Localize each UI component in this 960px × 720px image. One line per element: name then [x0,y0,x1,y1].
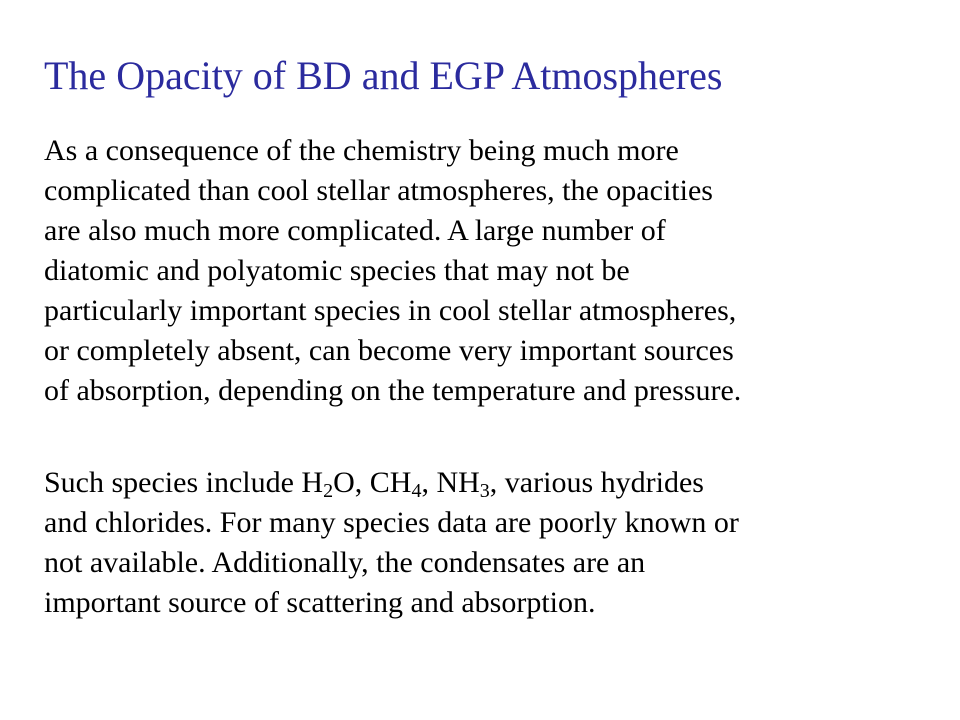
slide-title: The Opacity of BD and EGP Atmospheres [44,53,723,98]
paragraph-line: not available. Additionally, the condensates are an [44,546,646,579]
ch4-subscript: 4 [411,480,422,502]
species-lead: Such species include H [44,466,324,499]
species-line [44,463,739,503]
paragraph-species [44,463,739,623]
paragraph-line: particularly important species in cool stellar atmospheres, [44,294,737,327]
paragraph-line: complicated than cool stellar atmospheres, the opacities [44,174,713,207]
nh3-subscript: 3 [479,480,490,502]
paragraph-line: and chlorides. For many species data are poorly known or [44,506,739,539]
species-ch4-rest: , NH [421,466,480,499]
paragraph-line: diatomic and polyatomic species that may not be [44,254,630,287]
paragraph-line: of absorption, depending on the temperature and pressure. [44,374,742,407]
paragraph-line: are also much more complicated. A large number of [44,214,666,247]
h2o-subscript: 2 [323,480,334,502]
paragraph-line: or completely absent, can become very important sources [44,334,734,367]
species-tail: , various hydrides [489,466,704,499]
paragraph-line: important source of scattering and absorption. [44,586,596,619]
species-h2o-rest: O, CH [333,466,412,499]
paragraph-line: As a consequence of the chemistry being much more [44,134,679,167]
paragraph-opacities [44,131,741,411]
